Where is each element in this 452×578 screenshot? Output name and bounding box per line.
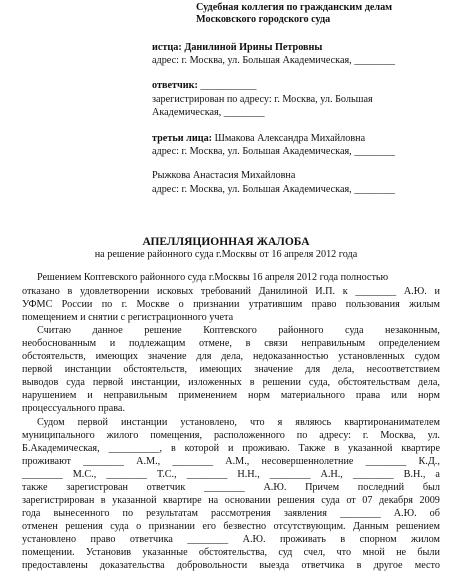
body-line-13: Б.Академическая, __________, в которой и проживаю. Также в указанной квартире xyxy=(22,443,440,454)
third-party-address: адрес: г. Москва, ул. Большая Академическая, ________ xyxy=(152,146,396,157)
plaintiff-address: адрес: г. Москва, ул. Большая Академическая, ________ xyxy=(152,55,396,66)
body-line-14: проживают ________ А.М., ________ А.М., несовершеннолетние ________ К.Д., xyxy=(22,456,440,467)
body-line-18: года вынесенного по результатам рассмотрения заявления ________ А.Ю. об xyxy=(22,508,440,519)
defendant-line xyxy=(152,80,256,92)
defendant-label: ответчик: xyxy=(152,80,198,91)
body-line-7: первой инстанции обстоятельств, имеющих значение для дела, несоответствием xyxy=(22,364,440,375)
third-party-name: Шмакова Александра Михайловна xyxy=(214,133,366,144)
third-party-label: третьи лица: xyxy=(152,133,213,144)
body-line-10: процессуального права. xyxy=(22,403,125,414)
body-line-21: помещении. Установив указанные обстоятельства, суд счел, что мной не были xyxy=(22,547,440,558)
defendant-reg-2: Академическая, ________ xyxy=(152,107,265,118)
plaintiff-name: Данилиной Ирины Петровны xyxy=(184,42,323,53)
body-line-8: выводов суда первой инстанции, изложенных в решении суда, обстоятельствам дела, xyxy=(22,377,440,388)
body-line-19: отменен решения суда о признании его безвестно отсутствующим. Данным решением xyxy=(22,521,440,532)
document-title: АПЕЛЛЯЦИОННАЯ ЖАЛОБА xyxy=(142,236,310,248)
body-line-9: нарушением и неправильным применением норм материального права или норм xyxy=(22,390,440,401)
body-line-3: помещением и снятии с регистрационного учета xyxy=(22,312,234,323)
court-line-2: Московского городского суда xyxy=(196,14,331,25)
body-line-22: предоставлены доказательства добровольности выезда ответчика в другое место xyxy=(22,560,440,571)
body-line-20: установлено право ответчика ________ А.Ю. проживать в спорном жилом xyxy=(22,534,440,545)
body-line-16: также зарегистрован ответчик ________ А.Ю. Причем последний был xyxy=(22,482,440,493)
body-line-2: УФМС России по г. Москве о признании утратившим право пользования жилым xyxy=(22,299,440,310)
third-party-line xyxy=(152,133,365,145)
plaintiff-line xyxy=(152,42,322,54)
body-line-15: ________ М.С., ________ Т.С., ________ Н.Н., ________ А.Н., ________ В.Н., а xyxy=(22,469,440,480)
body-line-12: муниципального жилого помещения, расположенного по адресу: г. Москва, ул. xyxy=(22,430,440,441)
body-line-1: отказано в удовлетворении исковых требований Данилиной И.П. к ________ А.Ю. и xyxy=(22,286,440,297)
third-party-2-address: адрес: г. Москва, ул. Большая Академическая, ________ xyxy=(152,184,396,195)
third-party-2-name: Рыжкова Анастасия Михайловна xyxy=(152,170,296,181)
defendant-reg-1: зарегистрирован по адресу: г. Москва, ул. Большая xyxy=(152,94,373,105)
defendant-blank: ___________ xyxy=(200,80,257,91)
body-line-6: обстоятельств, имеющих значение для дела, недоказанностью установленных судом xyxy=(22,351,440,362)
body-line-4: Считаю данное решение Коптевского районного суда незаконным, xyxy=(37,325,440,336)
body-line-5: необоснованным и подлежащим отмене, в связи неправильным определением xyxy=(22,338,440,349)
plaintiff-label: истца: xyxy=(152,42,182,53)
body-line-0: Решением Коптевского районного суда г.Москвы 16 апреля 2012 года полностью xyxy=(37,272,389,283)
document-subtitle: на решение районного суда г.Москвы от 16 апреля 2012 года xyxy=(94,249,358,260)
court-line-1: Судебная коллегия по гражданским делам xyxy=(196,2,393,13)
body-line-17: зарегистрирован в указанной квартире на основании решения суда от 07 декабря 2009 xyxy=(22,495,440,506)
body-line-11: Судом первой инстанции установлено, что я являюсь квартиронанимателем xyxy=(37,417,440,428)
